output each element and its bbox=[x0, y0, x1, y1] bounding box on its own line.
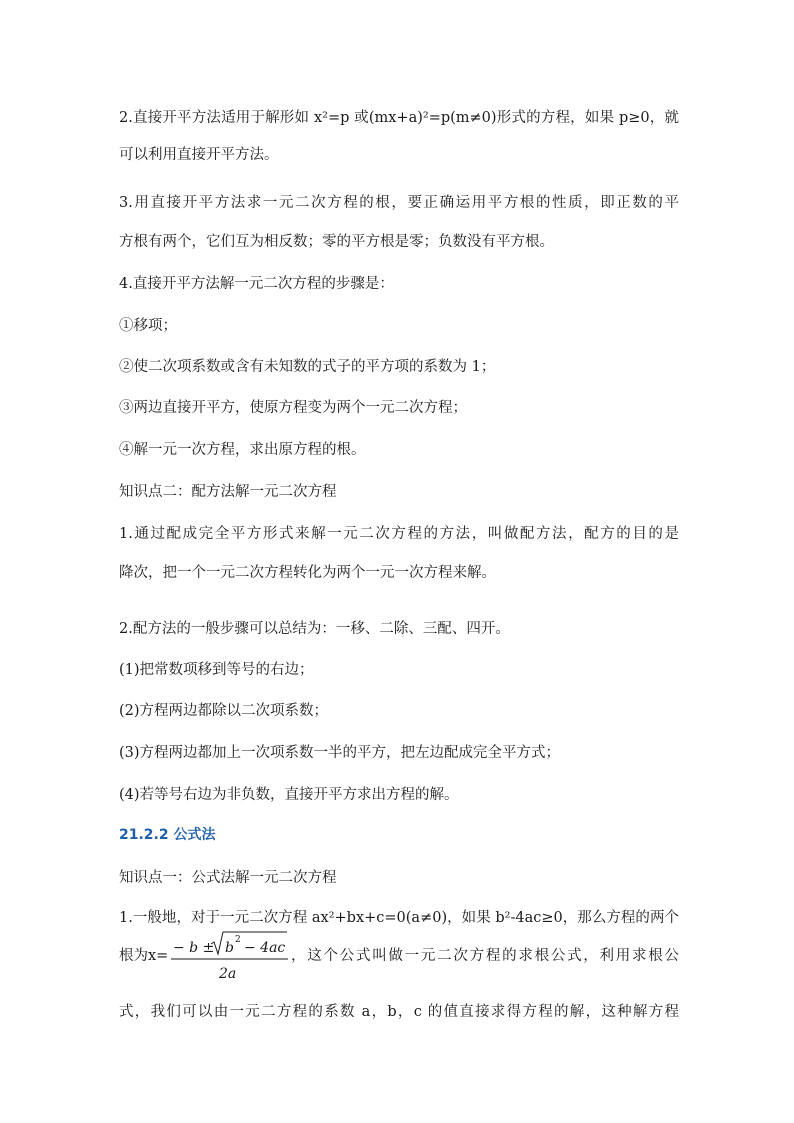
paragraph-line: 4.直接开平方法解一元二次方程的步骤是： bbox=[119, 276, 394, 292]
list-item: (1)把常数项移到等号的右边； bbox=[119, 662, 314, 678]
list-item: ④解一元一次方程，求出原方程的根。 bbox=[119, 442, 366, 458]
list-item: (2)方程两边都除以二次项系数； bbox=[119, 703, 329, 719]
paragraph-line: 可以利用直接开平方法。 bbox=[119, 147, 279, 163]
formula-denominator: 2a bbox=[219, 966, 237, 982]
paragraph-line: 降次，把一个一元二次方程转化为两个一元一次方程来解。 bbox=[119, 565, 496, 581]
formula-numerator-left: − b ± bbox=[173, 940, 215, 956]
list-item: ③两边直接开平方，使原方程变为两个一元二次方程； bbox=[119, 400, 467, 416]
section-subheading: 知识点一：公式法解一元二次方程 bbox=[119, 870, 337, 886]
formula-prefix: 根为x= bbox=[119, 948, 169, 964]
paragraph-line: 2.配方法的一般步骤可以总结为：一移、二除、三配、四开。 bbox=[119, 621, 510, 637]
list-item: ①移项； bbox=[119, 318, 177, 334]
formula-radicand-rest: − 4ac bbox=[244, 940, 286, 956]
quadratic-formula bbox=[171, 928, 289, 984]
paragraph-line: 1.一般地，对于一元二次方程 ax²+bx+c=0(a≠0)，如果 b²-4ac≥0，那么方程的两个 bbox=[119, 910, 679, 926]
formula-exponent: 2 bbox=[235, 935, 241, 945]
section-heading: 21.2.2 公式法 bbox=[119, 827, 216, 843]
section-subheading: 知识点二：配方法解一元二次方程 bbox=[119, 484, 337, 500]
formula-radicand-b: b bbox=[225, 940, 234, 956]
paragraph-line: 方根有两个，它们互为相反数；零的平方根是零；负数没有平方根。 bbox=[119, 234, 554, 250]
list-item: (3)方程两边都加上一次项系数一半的平方，把左边配成完全平方式； bbox=[119, 745, 561, 761]
paragraph-line: 3.用直接开平方法求一元二次方程的根，要正确运用平方根的性质，即正数的平 bbox=[119, 195, 679, 211]
quadratic-formula-line bbox=[119, 928, 679, 984]
formula-suffix: ，这个公式叫做一元二次方程的求根公式，利用求根公 bbox=[291, 948, 679, 964]
list-item: ②使二次项系数或含有未知数的式子的平方项的系数为 1； bbox=[119, 359, 496, 375]
paragraph-line: 2.直接开平方法适用于解形如 x²=p 或(mx+a)²=p(m≠0)形式的方程，如果 p≥0，就 bbox=[119, 110, 679, 126]
paragraph-line: 式，我们可以由一元二方程的系数 a，b，c 的值直接求得方程的解，这种解方程 bbox=[119, 1004, 679, 1020]
list-item: (4)若等号右边为非负数，直接开平方求出方程的解。 bbox=[119, 787, 459, 803]
paragraph-line: 1.通过配成完全平方形式来解一元二次方程的方法，叫做配方法，配方的目的是 bbox=[119, 526, 679, 542]
